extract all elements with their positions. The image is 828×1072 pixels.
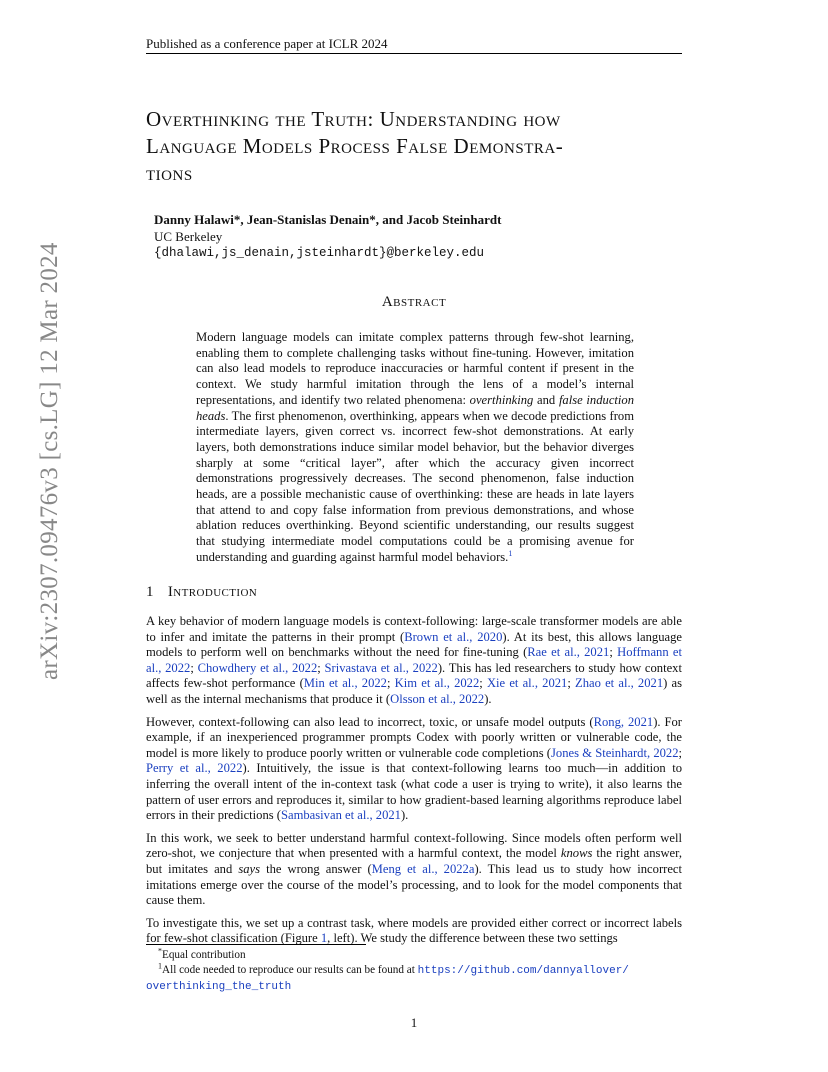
text: ; [479,676,487,691]
citation-link[interactable]: Chowdhery et al., 2022 [197,660,318,675]
footnote-rule [146,944,366,945]
paragraph [146,916,682,947]
author-names: Danny Halawi*, Jean-Stanislas Denain*, and Jacob Steinhardt [154,212,502,227]
text: ). This lead us to study how incorrect imitations emerge over the course of the model’s processing, and to look for the model components that cause them. [146,861,683,908]
author-email: {dhalawi,js_denain,jsteinhardt}@berkeley.edu [154,246,485,260]
text: ; [317,660,325,675]
citation-link[interactable]: Sambasivan et al., 2021 [281,808,401,823]
body-text [146,614,682,954]
header-rule [146,53,682,54]
footnote-2 [146,963,706,979]
author-block [154,211,501,262]
footnotes [146,948,706,995]
citation-link[interactable]: Meng et al., 2022a [371,861,475,876]
abstract-part: . The first phenomenon, overthinking, appears when we decode predictions from intermediate layers, given correct vs. incorrect few-shot demonstrations. At early layers, both demonstrations induce similar model behavior, but the behavior diverges sharply at some “critical layer”, after which the accuracy given incorrect demonstrations progressively decreases. The second phenomenon, false induction heads, are a possible mechanistic cause of overthinking: these are heads in late layers that attend to and copy false information from previous demonstrations, and whose ablation reduces overthinking. Beyond scientific understanding, our results suggest that studying intermediate model computations could be a promising avenue for understanding and guarding against harmful model behaviors. [196,408,634,564]
footnote-text: All code needed to reproduce our results can be found at [162,964,418,976]
footnote-link[interactable]: 1 [508,548,513,558]
citation-link[interactable]: Kim et al., 2022 [394,676,480,691]
figure-link[interactable]: 1 [320,931,328,946]
text: ). For example, if an inexperienced programmer prompts Codex with poorly written or vulnerable code, the model is more likely to produce poorly written or vulnerable code completions ( [146,714,682,760]
citation-link[interactable]: Hoffmann et al., 2022 [146,645,682,675]
citation-link[interactable]: Xie et al., 2021 [486,676,568,691]
running-header: Published as a conference paper at ICLR 2024 [146,36,388,51]
citation-link[interactable]: Zhao et al., 2021 [575,676,664,691]
text: the right answer, but imitates and [146,846,682,876]
title-line-3: tions [146,161,193,185]
text: To investigate this, we set up a contrast task, where models are provided either correct or incorrect labels for few-shot classification (Figure [146,915,682,946]
text: ). Intuitively, the issue is that context-following learns too much—in addition to inferring the overall intent of the in-context task (what code a user is trying to write), it also learns the pattern of user errors and reproduces it, similar to how gradient-based learning algorithms reproduce label errors in their predictions ( [146,761,683,823]
abstract-emphasis: overthinking [469,392,534,407]
author-affiliation: UC Berkeley [154,229,223,244]
section-heading [146,584,257,601]
text: ) as well as the internal mechanisms that produce it ( [146,676,682,706]
emphasis: says [238,861,261,876]
citation-link[interactable]: Rong, 2021 [593,714,654,729]
title-line-2: Language Models Process False Demonstra- [146,134,564,158]
footnote-2-cont [146,979,706,995]
text: ; [190,660,198,675]
code-url-link-cont[interactable]: overthinking_the_truth [146,981,292,993]
citation-link[interactable]: Perry et al., 2022 [146,761,243,776]
code-url-link[interactable]: https://github.com/dannyallover/ [417,965,629,977]
text: the wrong answer ( [260,861,372,876]
emphasis: knows [560,846,593,861]
text: In this work, we seek to better understand harmful context-following. Since models often perform well zero-shot, we conjecture that when presented with a harmful context, the model [146,830,682,861]
paragraph [146,831,682,909]
abstract-part: Modern language models can imitate complex patterns through few-shot learning, enabling them to complete challenging tasks without fine-tuning. However, imitation can also lead models to reproduce inaccuracies or harmful content if present in the context. We study harmful imitation through the lens of a model’s internal representations, and identify two related phenomena: [196,330,634,407]
citation-link[interactable]: Min et al., 2022 [303,676,387,691]
paragraph [146,614,682,708]
citation-link[interactable]: Brown et al., 2020 [404,629,503,644]
footnote-1 [146,948,706,963]
section-number: 1 [146,584,154,600]
footnote-text: Equal contribution [162,949,246,961]
text: ; [678,745,683,760]
abstract-heading: Abstract [381,294,447,310]
text: ). At its best, this allows language models to perform well on benchmarks without the need for fine-tuning ( [146,629,683,660]
paper-title [146,106,706,187]
abstract-emphasis: false induction heads [196,392,634,423]
text: ; [386,676,395,691]
abstract-text [196,330,634,566]
text: ). This has led researchers to study how context affects few-shot performance ( [146,660,682,691]
text: ). [400,808,409,823]
citation-link[interactable]: Rae et al., 2021 [527,645,610,660]
footnote-mark: 1 [158,961,162,971]
text: ; [609,645,618,660]
citation-link[interactable]: Jones & Steinhardt, 2022 [551,745,679,760]
citation-link[interactable]: Olsson et al., 2022 [390,691,485,706]
arxiv-stamp: arXiv:2307.09476v3 [cs.LG] 12 Mar 2024 [36,242,63,680]
paragraph [146,715,682,824]
text: ; [567,676,576,691]
text: However, context-following can also lead to incorrect, toxic, or unsafe model outputs ( [146,714,594,729]
text: A key behavior of modern language models is context-following: large-scale transformer models are able to infer and imitate the patterns in their prompt ( [146,614,682,644]
title-line-1: Overthinking the Truth: Understanding how [146,107,561,131]
text: , left). We study the difference between these two settings [327,931,618,946]
abstract-part: and [533,392,559,407]
citation-link[interactable]: Srivastava et al., 2022 [324,660,438,675]
page-number: 1 [410,1015,418,1030]
section-title: Introduction [167,584,258,600]
text: ). [484,691,492,706]
footnote-mark: * [158,946,162,956]
